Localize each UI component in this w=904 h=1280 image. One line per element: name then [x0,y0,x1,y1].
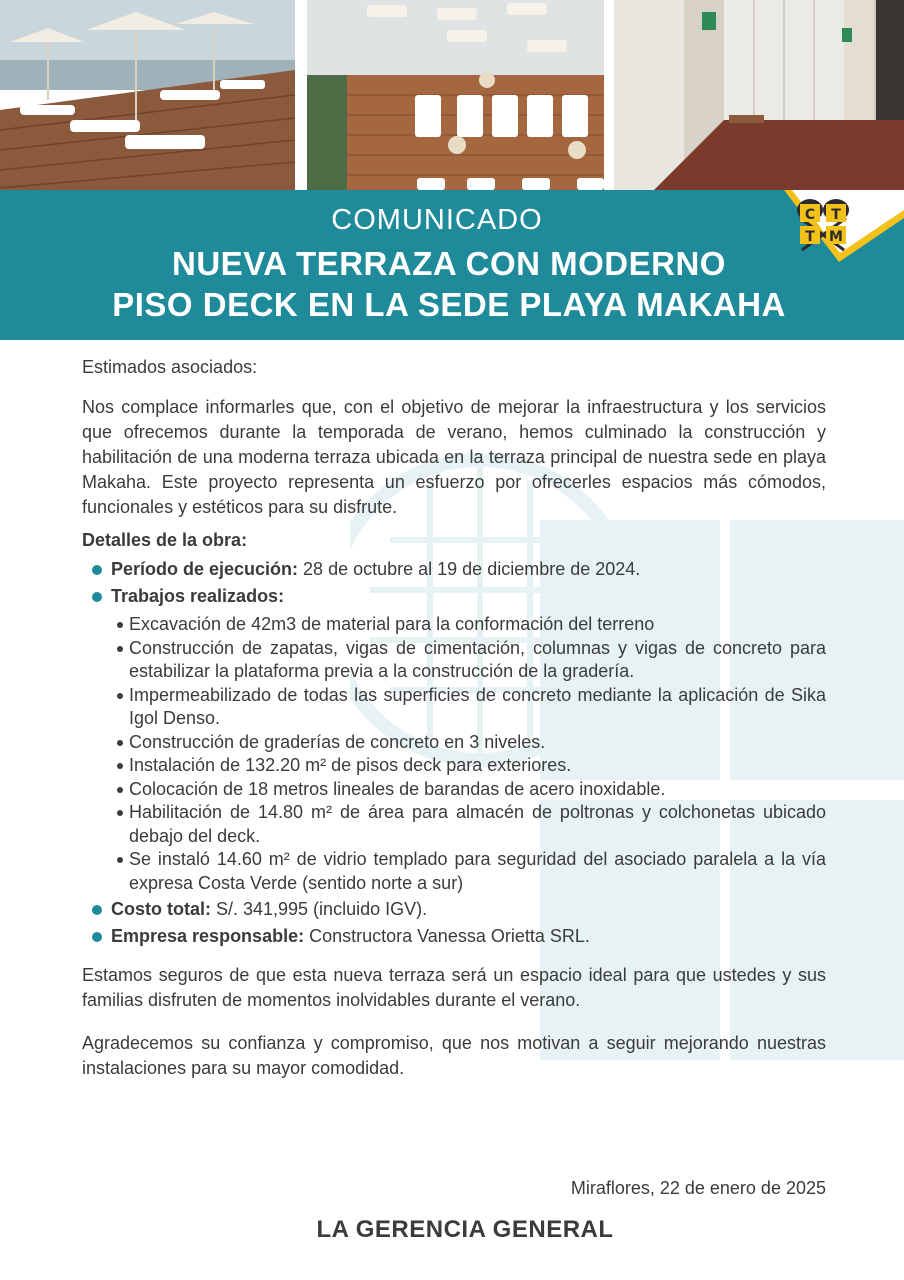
company-value: Constructora Vanessa Orietta SRL. [304,926,590,946]
work-item: Construcción de graderías de concreto en 3 niveles. [117,731,826,755]
logo-letter: M [829,229,843,245]
work-item: Se instaló 14.60 m² de vidrio templado para seguridad del asociado paralela a la vía expresa Costa Verde (sentido norte a sur) [117,848,826,895]
closing-paragraph-1: Estamos seguros de que esta nueva terraza será un espacio ideal para que ustedes y sus familias disfruten de momentos inolvidables durante el verano. [82,965,826,1010]
work-item: Impermeabilizado de todas las superficies de concreto mediante la aplicación de Sika Igol Denso. [117,684,826,731]
headline-line-2: PISO DECK EN LA SEDE PLAYA MAKAHA [112,286,786,323]
logo-letter: T [831,207,841,223]
logo-letter: C [804,207,816,223]
detail-cost [92,897,826,922]
photo-strip [0,0,904,190]
period-label: Período de ejecución: [111,559,299,579]
cost-label: Costo total: [111,899,211,919]
work-item: Construcción de zapatas, vigas de cimentación, columnas y vigas de concreto para estabilizar la plataforma previa a la construcción de la gradería. [117,637,826,684]
greeting: Estimados asociados: [82,357,258,377]
details-title: Detalles de la obra: [82,530,248,550]
letter-body [82,355,826,1081]
detail-period [92,557,826,582]
period-value: 28 de octubre al 19 de diciembre de 2024. [298,559,641,579]
photo-storage-room [614,0,904,190]
detail-works [92,584,826,895]
headline-line-1: NUEVA TERRAZA CON MODERNO [172,245,726,282]
work-item: Instalación de 132.20 m² de pisos deck para exteriores. [117,754,826,778]
photo-deck-aerial [307,0,604,190]
intro-paragraph: Nos complace informarles que, con el objetivo de mejorar la infraestructura y los servicios que ofrecemos durante la temporada de verano, hemos culminado la construcción y habilitación de una moderna terraza ubicada en la terraza principal de nuestra sede en playa Makaha. Este proyecto representa un esfuerzo por ofrecerles espacios más cómodos, funcionales y estéticos para su disfrute. [82,397,826,517]
signature: LA GERENCIA GENERAL [316,1216,614,1243]
work-item: Excavación de 42m3 de material para la conformación del terreno [117,613,826,637]
logo-letter: T [805,229,815,245]
cost-value: S/. 341,995 (incluido IGV). [210,899,428,919]
work-item: Colocación de 18 metros lineales de barandas de acero inoxidable. [117,778,826,802]
dateline: Miraflores, 22 de enero de 2025 [570,1178,826,1198]
photo-terrace-umbrellas [0,0,295,190]
details-list [82,557,826,949]
company-label: Empresa responsable: [111,926,305,946]
work-item: Habilitación de 14.80 m² de área para almacén de poltronas y colchonetas ubicado debajo del deck. [117,801,826,848]
kicker-comunicado: COMUNICADO [331,204,543,236]
works-list [92,613,826,895]
works-label: Trabajos realizados: [111,586,285,606]
closing-paragraph-2: Agradecemos su confianza y compromiso, que nos motivan a seguir mejorando nuestras instalaciones para su mayor comodidad. [82,1033,826,1078]
detail-company [92,924,826,949]
